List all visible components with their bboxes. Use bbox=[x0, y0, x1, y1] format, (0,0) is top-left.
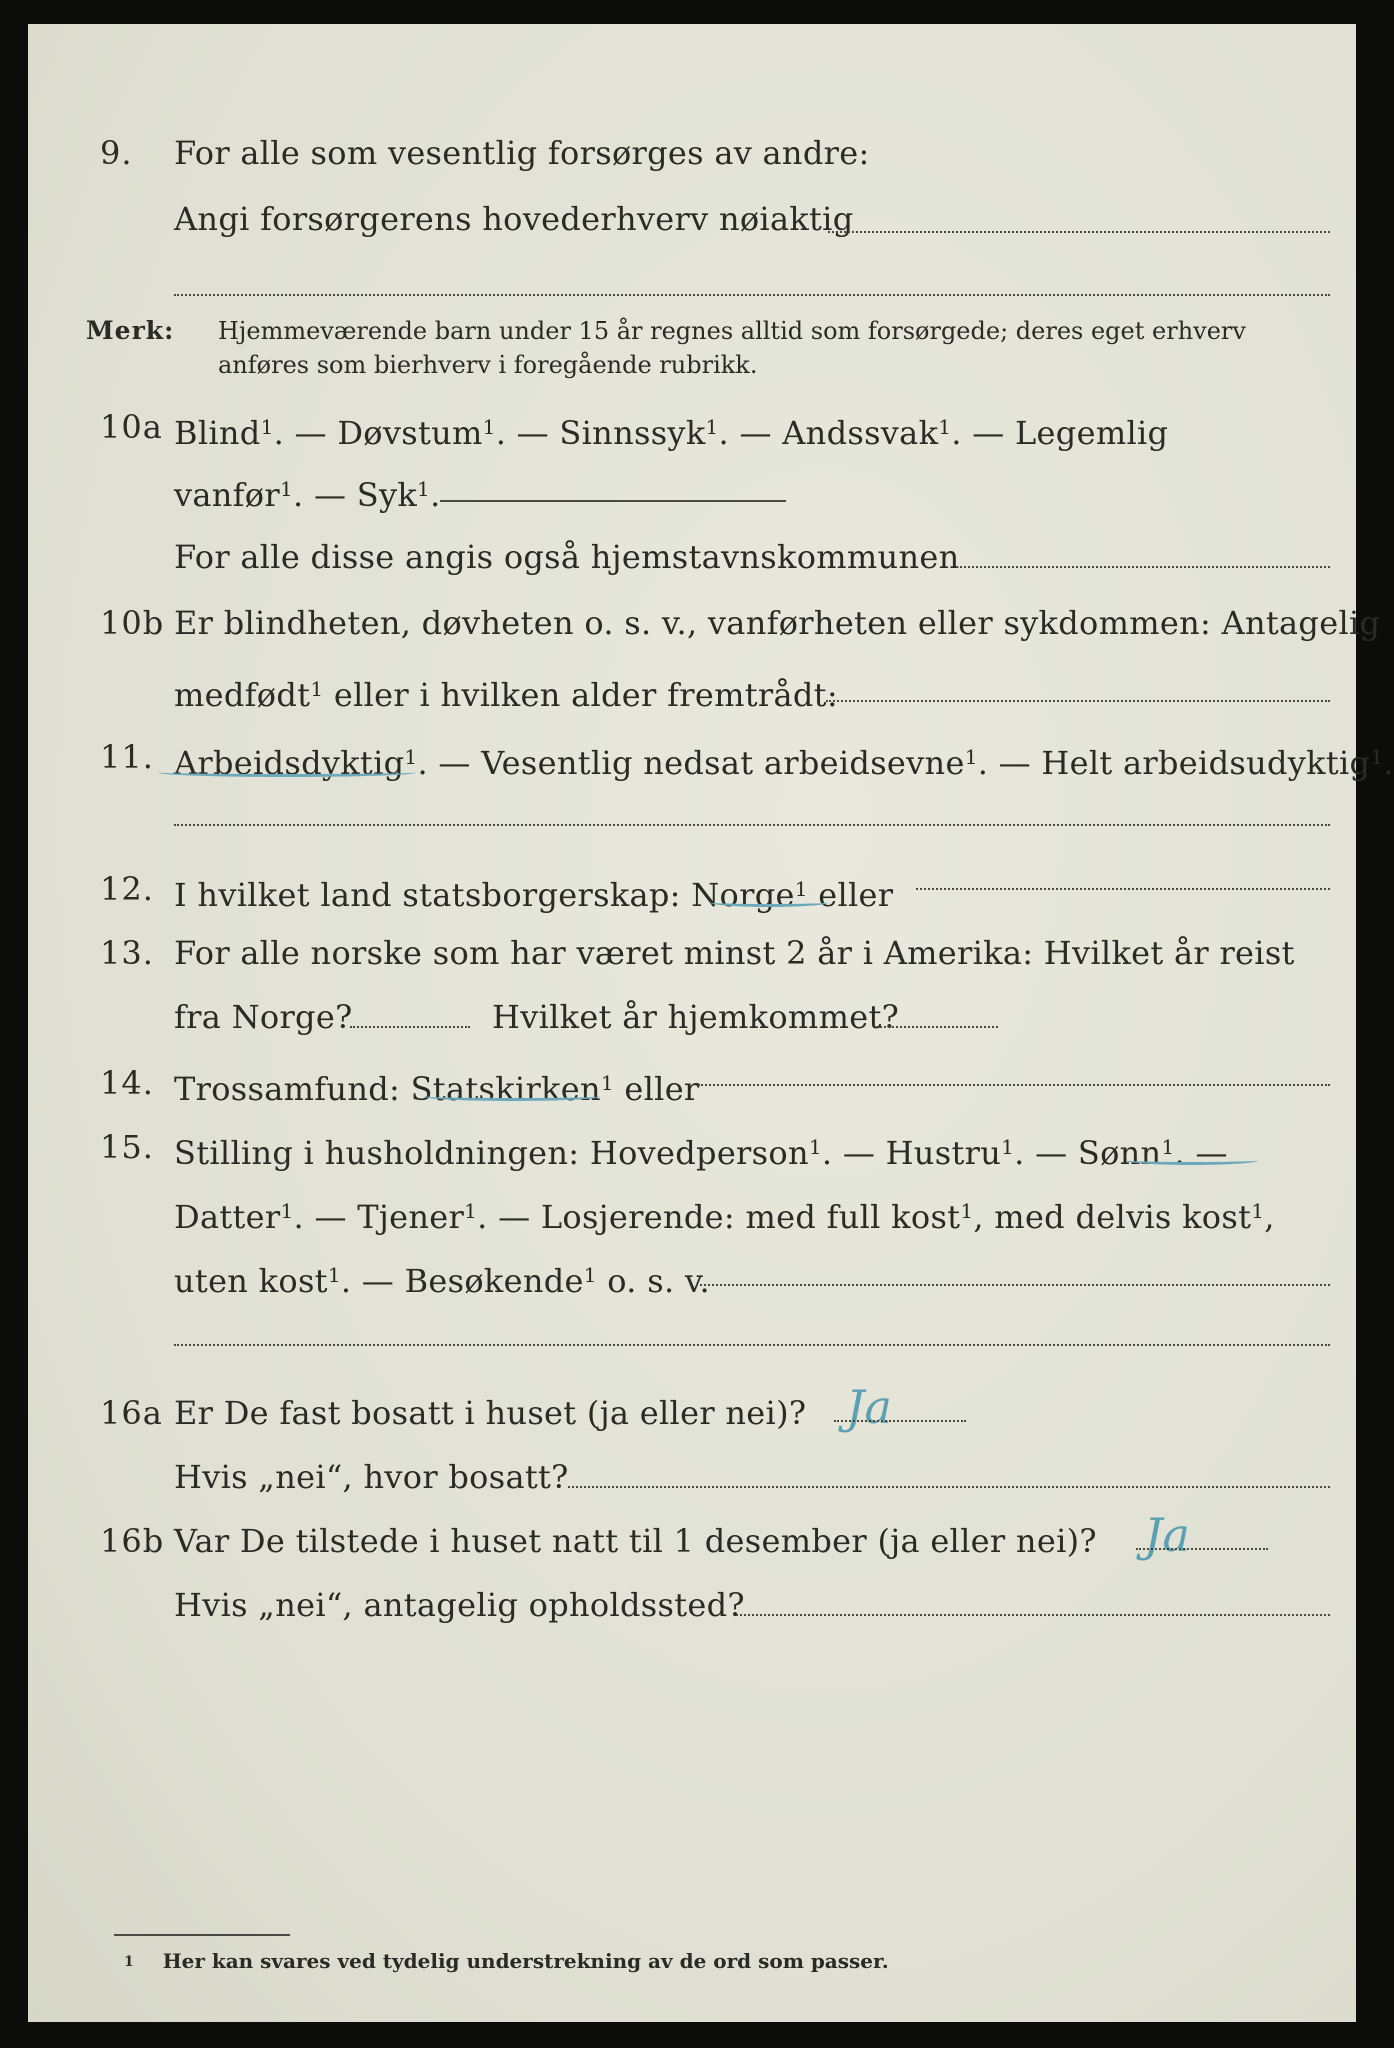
question-number: 15. bbox=[100, 1128, 154, 1166]
question-9-line-2 bbox=[28, 194, 1356, 244]
question-number: 9. bbox=[100, 134, 133, 172]
underline-mark bbox=[1126, 1156, 1258, 1165]
question-text: Trossamfund: Statskirken$^1$ eller bbox=[174, 1070, 700, 1108]
option-blind: Blind$^1$. — Døvstum$^1$. — Sinnssyk$^1$. — Andssvak$^1$. — Legemlig bbox=[174, 414, 1169, 452]
question-10b-line-1 bbox=[28, 598, 1381, 648]
merk-text: Hjemmeværende barn under 15 år regnes alltid som forsørgede; deres eget erhverv bbox=[218, 317, 1246, 345]
question-number: 12. bbox=[100, 870, 154, 908]
answer-line bbox=[826, 700, 1330, 702]
answer-line bbox=[736, 1614, 1330, 1616]
question-number: 13. bbox=[100, 934, 154, 972]
question-text: Var De tilstede i huset natt til 1 desember (ja eller nei)? bbox=[174, 1522, 1097, 1560]
handwritten-answer: Ja bbox=[1144, 1508, 1190, 1562]
question-9-line-1 bbox=[28, 128, 1356, 178]
answer-line bbox=[440, 500, 786, 502]
footnote-mark: 1 bbox=[124, 1954, 134, 1970]
question-text: Hvis „nei“, antagelig opholdssted? bbox=[174, 1586, 745, 1624]
question-text: For alle norske som har været minst 2 år i Amerika: Hvilket år reist bbox=[174, 934, 1295, 972]
question-text: Angi forsørgerens hovederhverv nøiaktig bbox=[174, 200, 854, 238]
merk-label: Merk: bbox=[86, 316, 175, 345]
question-number: 10a bbox=[100, 408, 163, 446]
question-text: Er blindheten, døvheten o. s. v., vanførheten eller sykdommen: Antagelig bbox=[174, 604, 1381, 642]
question-13-line-2 bbox=[28, 992, 1356, 1042]
question-number: 14. bbox=[100, 1064, 154, 1102]
question-14 bbox=[28, 1058, 1356, 1108]
question-text: Hvilket år hjemkommet? bbox=[492, 998, 900, 1036]
merk-note-line-2 bbox=[28, 348, 1356, 382]
answer-line bbox=[174, 294, 1330, 296]
question-text: I hvilket land statsborgerskap: Norge$^1$ eller bbox=[174, 876, 894, 914]
question-10a-line-2 bbox=[28, 464, 1356, 514]
answer-line bbox=[568, 1486, 1330, 1488]
question-number: 11. bbox=[100, 738, 154, 776]
question-text: Stilling i husholdningen: Hovedperson$^1$. — Hustru$^1$. — Sønn$^1$. — bbox=[174, 1134, 1228, 1172]
question-16a-line-2 bbox=[28, 1452, 1356, 1502]
footnote-text: Her kan svares ved tydelig understrekning av de ord som passer. bbox=[162, 1949, 889, 1973]
question-15-line-2 bbox=[28, 1186, 1356, 1236]
question-text: Er De fast bosatt i huset (ja eller nei)? bbox=[174, 1394, 807, 1432]
question-15-line-1 bbox=[28, 1122, 1356, 1172]
answer-line bbox=[696, 1284, 1330, 1286]
answer-line bbox=[350, 1026, 470, 1028]
question-10a-line-1 bbox=[28, 402, 1356, 452]
question-text: uten kost$^1$. — Besøkende$^1$ o. s. v. bbox=[174, 1262, 710, 1300]
answer-line bbox=[174, 1344, 1330, 1346]
question-number: 16a bbox=[100, 1394, 163, 1432]
underline-mark bbox=[158, 768, 416, 777]
handwritten-answer: Ja bbox=[846, 1380, 892, 1434]
answer-line bbox=[828, 231, 1330, 233]
question-13-line-1 bbox=[28, 928, 1356, 978]
question-16b-line-1 bbox=[28, 1508, 1356, 1566]
answer-line bbox=[876, 1026, 998, 1028]
underline-mark bbox=[710, 898, 828, 907]
question-10a-line-3 bbox=[28, 532, 1356, 582]
question-text bbox=[174, 402, 1330, 458]
question-number: 16b bbox=[100, 1522, 165, 1560]
answer-line bbox=[1136, 1548, 1268, 1550]
merk-text: anføres som bierhverv i foregående rubrikk. bbox=[218, 351, 758, 379]
question-text: fra Norge? bbox=[174, 998, 353, 1036]
question-text: For alle som vesentlig forsørges av andre: bbox=[174, 134, 870, 172]
question-16a-line-1 bbox=[28, 1380, 1356, 1438]
answer-line bbox=[834, 1420, 966, 1422]
answer-line bbox=[956, 566, 1330, 568]
question-text: Datter$^1$. — Tjener$^1$. — Losjerende: med full kost$^1$, med delvis kost$^1$, bbox=[174, 1198, 1275, 1236]
question-text: Hvis „nei“, hvor bosatt? bbox=[174, 1458, 569, 1496]
question-text: Arbeidsdyktig$^1$. — Vesentlig nedsat arbeidsevne$^1$. — Helt arbeidsudyktig$^1$. bbox=[174, 744, 1394, 782]
merk-note-line-1 bbox=[28, 314, 1356, 348]
answer-line bbox=[698, 1084, 1330, 1086]
answer-line bbox=[174, 824, 1330, 826]
footnote-rule bbox=[114, 1934, 290, 1936]
question-16b-line-2 bbox=[28, 1580, 1356, 1630]
census-form-page bbox=[28, 24, 1394, 2022]
answer-line bbox=[916, 888, 1330, 890]
question-text: For alle disse angis også hjemstavnskommunen bbox=[174, 538, 960, 576]
footnote bbox=[124, 1946, 889, 1979]
question-text: medfødt$^1$ eller i hvilken alder fremtrådt: bbox=[174, 676, 838, 714]
question-number: 10b bbox=[100, 604, 165, 642]
underline-mark bbox=[424, 1092, 600, 1101]
question-text: vanfør$^1$. — Syk$^1$. bbox=[174, 476, 441, 514]
question-10b-line-2 bbox=[28, 664, 1356, 714]
question-15-line-3 bbox=[28, 1250, 1356, 1300]
